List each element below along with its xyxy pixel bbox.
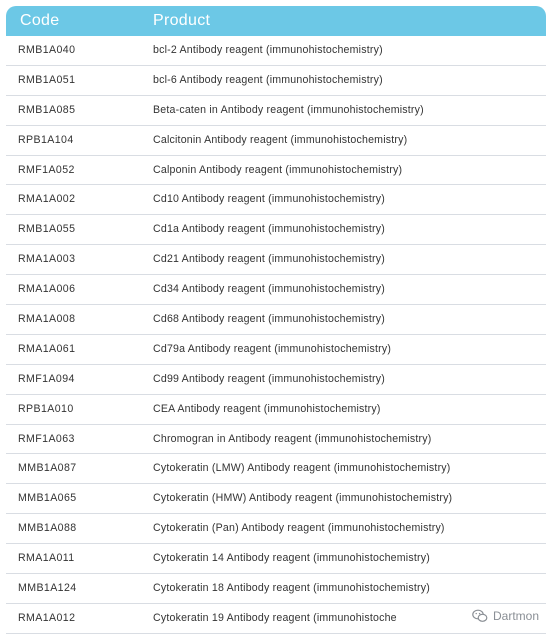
row-product: bcl-6 Antibody reagent (immunohistochemistry) (153, 73, 383, 86)
row-code: RMA1A012 (18, 611, 76, 624)
row-code: RMA1A003 (18, 253, 76, 266)
row-code: RMA1A061 (18, 342, 76, 355)
row-code: RMB1A085 (18, 103, 76, 116)
row-code: RPB1A010 (18, 402, 74, 415)
row-product: bcl-2 Antibody reagent (immunohistochemistry) (153, 44, 383, 56)
row-product: Chromogran in Antibody reagent (immunohistochemistry) (153, 432, 432, 445)
table-row (6, 425, 546, 455)
table-row (6, 335, 546, 365)
row-code: RPB1A104 (18, 133, 74, 146)
table-row (6, 275, 546, 305)
row-code: RMB1A040 (18, 44, 76, 56)
wechat-icon (472, 609, 488, 623)
row-code: MMB1A087 (18, 462, 77, 475)
row-product: Cytokeratin 14 Antibody reagent (immunohistochemistry) (153, 552, 430, 565)
row-product: Calponin Antibody reagent (immunohistochemistry) (153, 163, 403, 176)
table-row (6, 454, 546, 484)
row-product: Cd68 Antibody reagent (immunohistochemistry) (153, 313, 385, 326)
row-product: Cytokeratin (Pan) Antibody reagent (immunohistochemistry) (153, 522, 445, 535)
row-code: RMA1A006 (18, 283, 76, 296)
header-code: Code (20, 12, 60, 29)
table-row (6, 365, 546, 395)
table-row (6, 66, 546, 96)
table-row (6, 604, 546, 634)
row-product: Beta-caten in Antibody reagent (immunohistochemistry) (153, 103, 424, 116)
table-row (6, 126, 546, 156)
table-row (6, 185, 546, 215)
table-row (6, 156, 546, 186)
table-row (6, 215, 546, 245)
row-code: RMA1A002 (18, 193, 76, 206)
row-product: Cd1a Antibody reagent (immunohistochemistry) (153, 223, 385, 236)
table-header (6, 6, 546, 36)
row-product: Cd10 Antibody reagent (immunohistochemistry) (153, 193, 385, 206)
row-product: Cytokeratin 19 Antibody reagent (immunohistoche (153, 611, 397, 624)
row-code: RMF1A052 (18, 163, 75, 176)
row-product: Cd79a Antibody reagent (immunohistochemistry) (153, 342, 392, 355)
header-product: Product (153, 12, 211, 29)
row-product: Cytokeratin (HMW) Antibody reagent (immunohistochemistry) (153, 492, 453, 505)
watermark-text: Dartmon (492, 609, 539, 623)
watermark (468, 608, 543, 624)
table-row (6, 96, 546, 126)
row-code: RMB1A055 (18, 223, 76, 236)
table-row (6, 245, 546, 275)
table-row (6, 514, 546, 544)
table-row (6, 574, 546, 604)
row-product: Cytokeratin (LMW) Antibody reagent (immunohistochemistry) (153, 462, 451, 475)
row-code: MMB1A088 (18, 522, 77, 535)
row-code: RMF1A063 (18, 432, 75, 445)
table-row (6, 395, 546, 425)
row-code: RMB1A051 (18, 73, 76, 86)
row-product: CEA Antibody reagent (immunohistochemistry) (153, 402, 381, 415)
row-code: RMA1A008 (18, 313, 76, 326)
row-product: Calcitonin Antibody reagent (immunohistochemistry) (153, 133, 408, 146)
row-code: RMA1A011 (18, 552, 75, 565)
row-product: Cd99 Antibody reagent (immunohistochemistry) (153, 372, 385, 385)
row-product: Cd21 Antibody reagent (immunohistochemistry) (153, 253, 385, 266)
row-product: Cytokeratin 18 Antibody reagent (immunohistochemistry) (153, 582, 430, 595)
table-row (6, 305, 546, 335)
row-code: RMF1A094 (18, 372, 75, 385)
row-code: MMB1A065 (18, 492, 77, 505)
table-row (6, 544, 546, 574)
row-code: MMB1A124 (18, 582, 77, 595)
table-row (6, 36, 546, 66)
product-table (6, 36, 546, 634)
table-row (6, 484, 546, 514)
row-product: Cd34 Antibody reagent (immunohistochemistry) (153, 283, 385, 296)
